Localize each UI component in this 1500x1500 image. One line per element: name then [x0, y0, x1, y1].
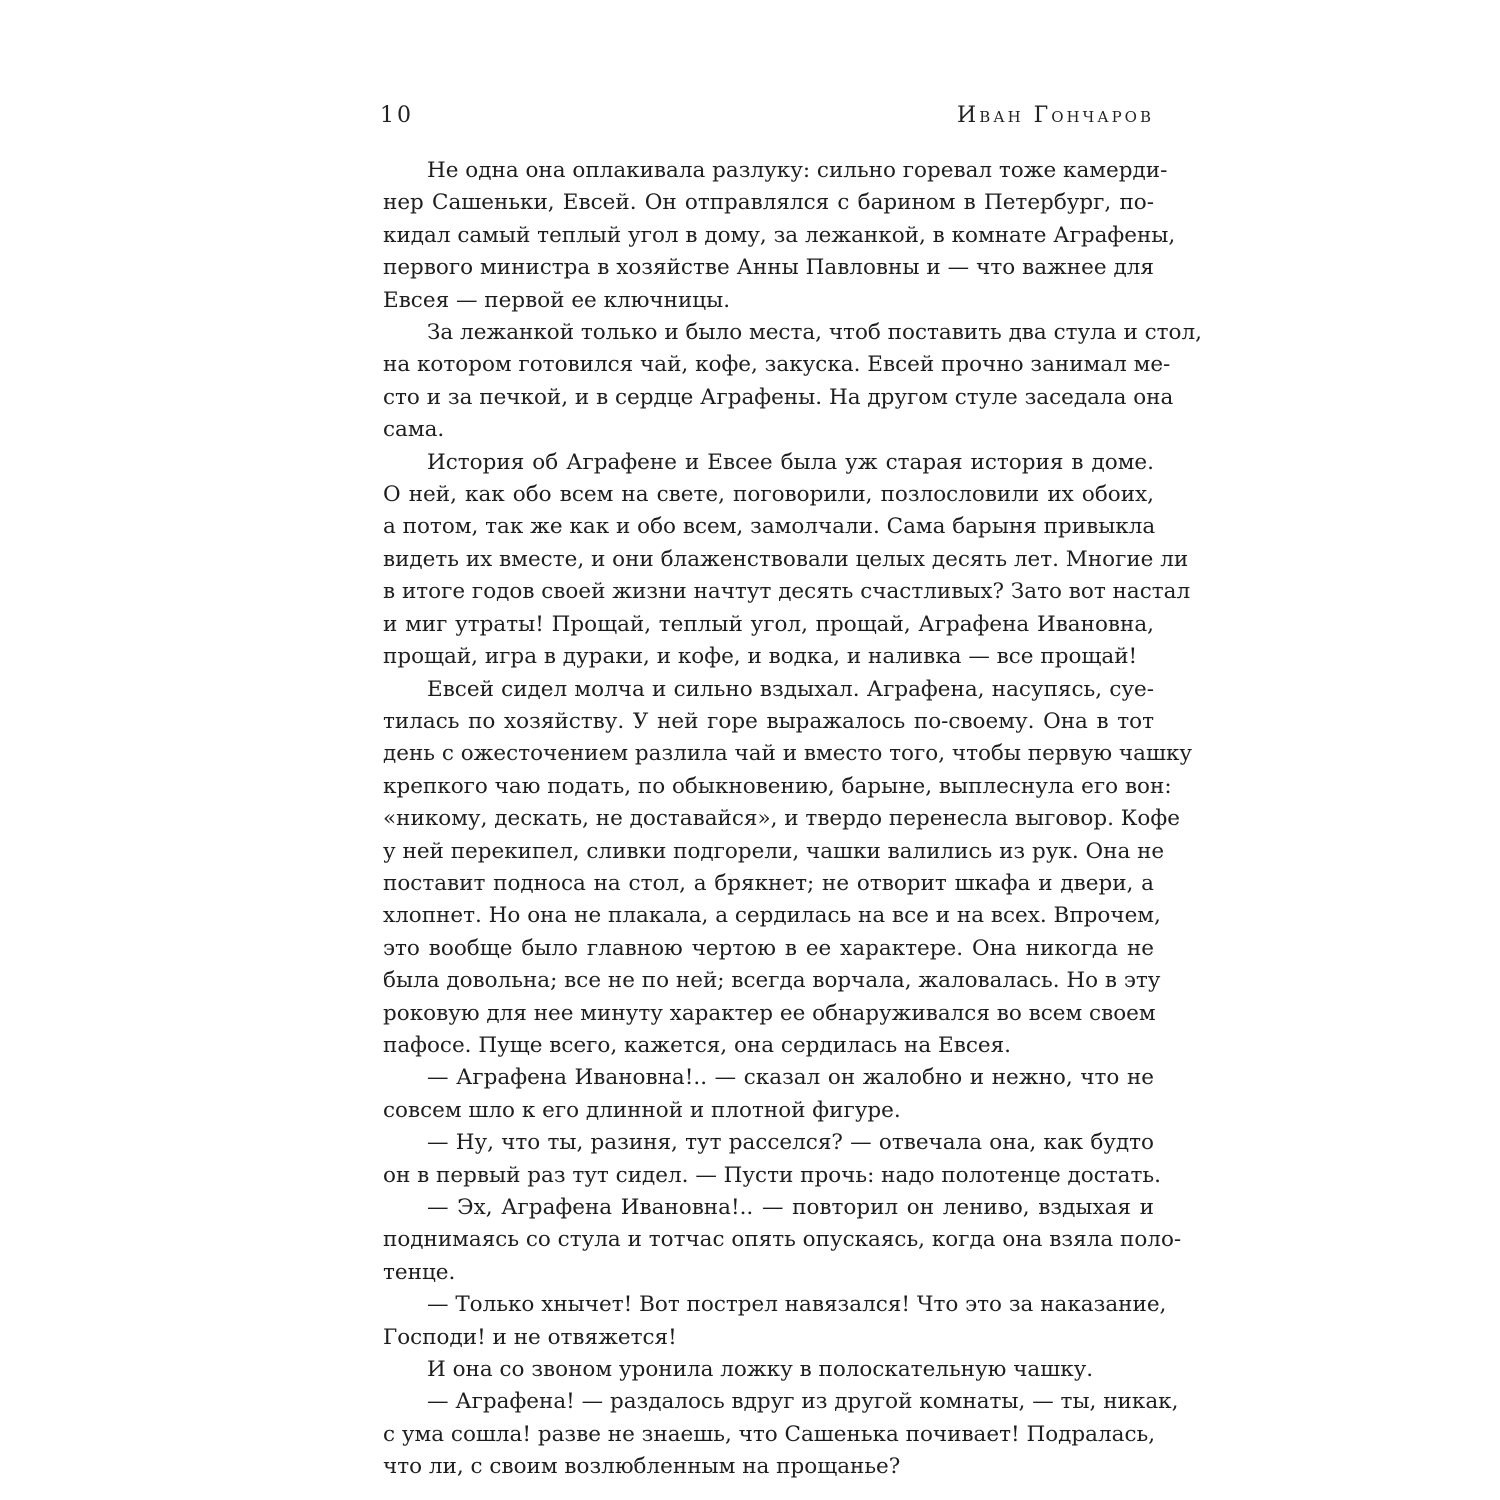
- text-line: была довольна; все не по ней; всегда ворчала, жаловалась. Но в эту: [383, 968, 1161, 994]
- text-line: «никому, дескать, не доставайся», и твердо перенесла выговор. Кофе: [383, 806, 1180, 832]
- text-line: поставит подноса на стол, а брякнет; не отворит шкафа и двери, а: [383, 870, 1154, 896]
- paragraph: [383, 155, 1176, 317]
- body-text: [383, 155, 1202, 1484]
- text-line: История об Аграфене и Евсее была уж старая история в доме.: [427, 449, 1154, 475]
- paragraph: [383, 1289, 1167, 1354]
- paragraph: [383, 447, 1191, 674]
- text-line: на котором готовился чай, кофе, закуска. Евсей прочно занимал ме-: [383, 352, 1171, 378]
- page-number: 10: [380, 103, 414, 128]
- text-line: — Аграфена! — раздалось вдруг из другой комнаты, — ты, никак,: [427, 1389, 1179, 1415]
- text-line: сама.: [383, 417, 445, 443]
- paragraph: [383, 1354, 1154, 1386]
- text-line: — Эх, Аграфена Ивановна!.. — повторил он лениво, вздыхая и: [427, 1195, 1154, 1220]
- text-line: — Ну, что ты, разиня, тут расселся? — отвечала она, как будто: [427, 1130, 1154, 1156]
- text-line: совсем шло к его длинной и плотной фигуре.: [383, 1097, 901, 1123]
- text-line: И она со звоном уронила ложку в полоскательную чашку.: [427, 1357, 1094, 1383]
- text-line: это вообще было главною чертою в ее характере. Она никогда не: [383, 935, 1154, 961]
- text-line: он в первый раз тут сидел. — Пусти прочь: надо полотенце достать.: [383, 1162, 1161, 1188]
- text-line: крепкого чаю подать, по обыкновению, барыне, выплеснула его вон:: [383, 773, 1172, 799]
- text-line: тенце.: [383, 1259, 456, 1285]
- text-line: хлопнет. Но она не плакала, а сердилась на все и на всех. Впрочем,: [383, 903, 1161, 929]
- text-line: что ли, с своим возлюбленным на прощанье?: [383, 1454, 901, 1480]
- paragraph: [383, 1062, 1154, 1127]
- paragraph: [383, 1127, 1161, 1192]
- text-line: в итоге годов своей жизни начтут десять счастливых? Зато вот настал: [383, 579, 1191, 605]
- text-line: день с ожесточением разлила чай и вместо того, чтобы первую чашку: [383, 741, 1193, 767]
- text-line: Не одна она оплакивала разлуку: сильно горевал тоже камерди-: [427, 158, 1168, 183]
- text-line: нер Сашеньки, Евсей. Он отправлялся с барином в Петербург, по-: [383, 190, 1154, 216]
- paragraph: [383, 674, 1193, 1063]
- paragraph: [383, 1192, 1182, 1289]
- paragraph: [383, 317, 1202, 447]
- text-line: За лежанкой только и было места, чтоб поставить два стула и стол,: [427, 320, 1202, 346]
- text-line: прощай, игра в дураки, и кофе, и водка, и наливка — все прощай!: [383, 644, 1138, 670]
- text-line: видеть их вместе, и они блаженствовали целых десять лет. Многие ли: [383, 546, 1189, 572]
- text-line: Евсей сидел молча и сильно вздыхал. Аграфена, насупясь, суе-: [427, 676, 1154, 702]
- text-line: роковую для нее минуту характер ее обнаруживался во всем своем: [383, 1000, 1156, 1026]
- text-line: — Только хнычет! Вот пострел навязался! Что это за наказание,: [427, 1292, 1167, 1318]
- text-line: у ней перекипел, сливки подгорели, чашки валились из рук. Она не: [383, 838, 1165, 864]
- text-line: О ней, как обо всем на свете, поговорили, позлословили их обоих,: [383, 482, 1154, 508]
- text-line: первого министра в хозяйстве Анны Павловны и — что важнее для: [383, 255, 1154, 281]
- running-head-author: Иван Гончаров: [957, 103, 1154, 128]
- text-line: сто и за печкой, и в сердце Аграфены. На другом стуле заседала она: [383, 384, 1174, 410]
- text-line: — Аграфена Ивановна!.. — сказал он жалобно и нежно, что не: [427, 1065, 1154, 1091]
- paragraph: [383, 1386, 1179, 1483]
- text-line: Господи! и не отвяжется!: [383, 1324, 677, 1350]
- text-line: а потом, так же как и обо всем, замолчали. Сама барыня привыкла: [383, 514, 1156, 540]
- text-line: кидал самый теплый угол в дому, за лежанкой, в комнате Аграфены,: [383, 222, 1176, 248]
- page-header: [380, 103, 1154, 137]
- text-line: пафосе. Пуще всего, кажется, она сердилась на Евсея.: [383, 1032, 1011, 1058]
- text-line: и миг утраты! Прощай, теплый угол, прощай, Аграфена Ивановна,: [383, 611, 1154, 637]
- text-line: тилась по хозяйству. У ней горе выражалось по-своему. Она в тот: [383, 708, 1154, 734]
- text-line: поднимаясь со стула и тотчас опять опускаясь, когда она взяла поло-: [383, 1227, 1182, 1253]
- text-line: с ума сошла! разве не знаешь, что Сашенька почивает! Подралась,: [383, 1421, 1156, 1447]
- text-line: Евсея — первой ее ключницы.: [383, 287, 731, 313]
